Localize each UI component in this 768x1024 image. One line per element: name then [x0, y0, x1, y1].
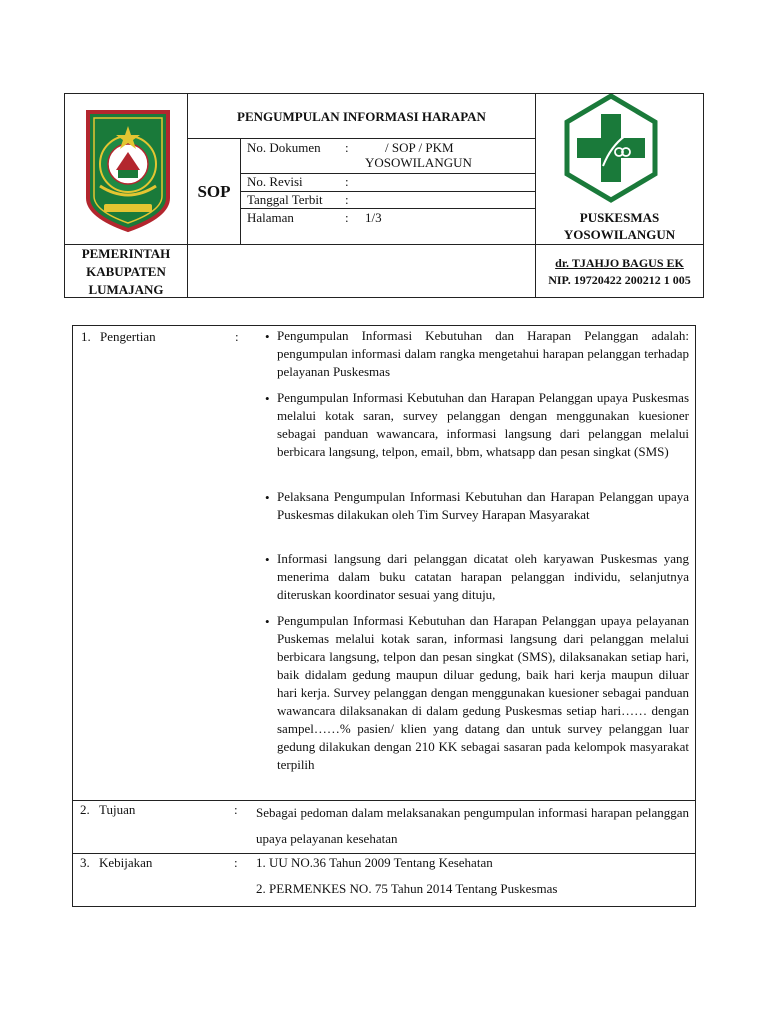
section-2-sep: : [234, 802, 238, 817]
field-label-no-dokumen: No. Dokumen [247, 140, 321, 155]
org-name-line3: LUMAJANG [88, 282, 164, 297]
lumajang-regency-logo [84, 108, 172, 234]
tujuan-text: Sebagai pedoman dalam melaksanakan pengumpulan informasi harapan pelanggan upaya pelayanan kesehatan [256, 805, 689, 846]
pengertian-point-4: Informasi langsung dari pelanggan dicatat oleh karyawan Puskesmas yang menerima dalam buku catatan harapan pelanggan individu, selanjutnya diteruskan koordinator sesuai yang dituju, [277, 551, 689, 602]
section-1-number: 1. [81, 329, 91, 344]
pengertian-point-5: Pengumpulan Informasi Kebutuhan dan Harapan Pelanggan upaya pelayanan Puskemas melalui kotak saran, informasi langsung dari pelanggan melalui berbicara langsung, telpon dan pesan singkat (SMS), dilaksanakan setiap hari, baik didalam gedung maupun diluar gedung, baik hari kerja maupun diluar hari kerja. Survey pelanggan dengan menggunakan kuesioner sebagai panduan wawancara dilaksanakan di dalam gedung Puskesmas setiap hari…… dengan sampel……% pasien/ klien yang datang dan untuk survey pelanggan luar gedung dilakukan dengan 210 KK sebagai sasaran pada kelompok masyarakat terpilih [277, 613, 689, 772]
kebijakan-item-2: 2. PERMENKES NO. 75 Tahun 2014 Tentang Puskesmas [256, 881, 558, 896]
field-value-no-dokumen: / SOP / PKM [385, 140, 454, 155]
signer-name: dr. TJAHJO BAGUS EK [555, 256, 684, 270]
field-sep-tanggal-terbit: : [345, 192, 349, 207]
field-label-halaman: Halaman [247, 210, 294, 225]
section-1-sep: : [235, 329, 239, 344]
pengertian-point-3: Pelaksana Pengumpulan Informasi Kebutuhan dan Harapan Pelanggan upaya Puskesmas dilakukan oleh Tim Survey Harapan Masyarakat [277, 489, 689, 522]
signer-nip: NIP. 19720422 200212 1 005 [548, 273, 691, 287]
document-title: PENGUMPULAN INFORMASI HARAPAN [237, 109, 486, 124]
sop-label: SOP [197, 182, 231, 201]
pengertian-point-1: Pengumpulan Informasi Kebutuhan dan Harapan Pelanggan adalah: pengumpulan informasi dalam rangka mengetahui harapan pelanggan terhadap pelayanan Puskesmas [277, 328, 689, 379]
org-name-line1: PEMERINTAH [81, 246, 171, 261]
puskesmas-name-line1: PUSKESMAS [579, 210, 660, 225]
field-value-no-dokumen-line2: YOSOWILANGUN [365, 155, 472, 170]
org-name-line2: KABUPATEN [86, 264, 166, 279]
section-3-title: Kebijakan [99, 855, 153, 870]
bullet-icon: • [265, 490, 270, 505]
field-sep-no-revisi: : [345, 174, 349, 189]
section-3-number: 3. [80, 855, 90, 870]
field-label-tanggal-terbit: Tanggal Terbit [247, 192, 323, 207]
section-2-title: Tujuan [99, 802, 136, 817]
kebijakan-item-1: 1. UU NO.36 Tahun 2009 Tentang Kesehatan [256, 855, 493, 870]
document-header [64, 93, 704, 298]
pengertian-point-2: Pengumpulan Informasi Kebutuhan dan Harapan Pelanggan upaya Puskesmas melalui kotak saran, survey pelanggan dengan menggunakan kuesioner sebagai panduan wawancara, informasi langsung dari pelanggan melalui berbicara langsung, telpon, email, bbm, whatsapp dan pesan singkat (SMS) [277, 390, 689, 459]
bullet-icon: • [265, 614, 270, 629]
bullet-icon: • [265, 391, 270, 406]
field-value-halaman: 1/3 [365, 210, 382, 225]
puskesmas-name-line2: YOSOWILANGUN [563, 227, 676, 242]
field-sep-halaman: : [345, 210, 349, 225]
puskesmas-logo [563, 94, 659, 206]
field-label-no-revisi: No. Revisi [247, 174, 303, 189]
section-1-title: Pengertian [100, 329, 156, 344]
bullet-icon: • [265, 329, 270, 344]
field-sep-no-dokumen: : [345, 140, 349, 155]
bullet-icon: • [265, 552, 270, 567]
section-3-sep: : [234, 855, 238, 870]
section-2-number: 2. [80, 802, 90, 817]
